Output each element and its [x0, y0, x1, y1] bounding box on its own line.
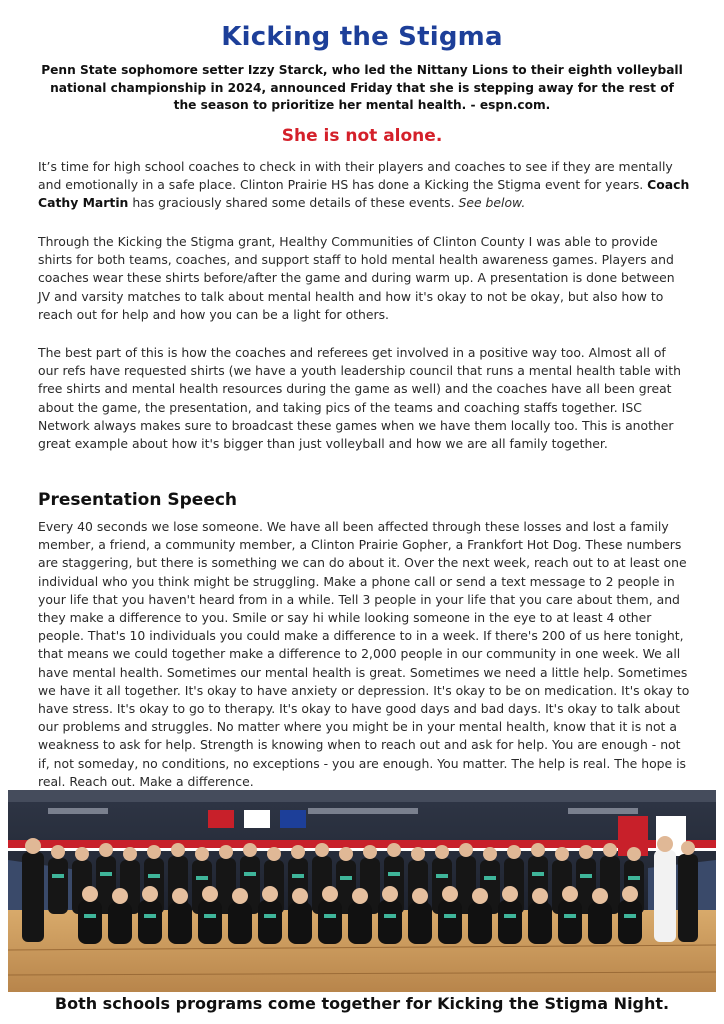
speech-text: Every 40 seconds we lose someone. We have all been affected through these losses and lost a family member, a friend, a community member, a Clinton Prairie Gopher, a Frankfort Hot Dog. These numbers are staggering, but there is something we can do about it. Over the next week, reach out to at least one individual who you think might be struggling. Make a phone call or send a text message to 2 people in your life that you haven't heard from in a while. Tell 3 people in your life that you care about them, and they make a difference to you. Smile or say hi while looking someone in the eye to at least 4 other people. That's 10 individuals you could make a difference to in a week. If there's 200 of us here tonight, that means we could together make a difference to 2,000 people in our community in one week. We all have mental health. Sometimes our mental health is great. Sometimes we need a little help. Sometimes we have it all together. It's okay to have anxiety or depression. It's okay to be on medication. It's okay to have stress. It's okay to go to therapy. It's okay to have good days and bad days. It's okay to talk about our problems and struggles. No matter where you might be in your mental health, know that it is not a weakness to ask for help. Strength is knowing when to reach out and ask for help. You are enough - not if, not someday, no conditions, no exceptions - you are enough. You matter. The help is real. The hope is real. Reach out. Make a difference.: [38, 519, 690, 789]
community-paragraph: The best part of this is how the coaches and referees get involved in a positive way too. Almost all of our refs have requested shirts (we have a youth leadership council that runs a mental health table with free shirts and mental health resources during the game as well) and the coaches have all been great about the game, the presentation, and taking pics of the teams and coaching staffs together. ISC Network always makes sure to broadcast these games when we have them locally too. This is another great example about how it's bigger than just volleyball and how we are all family together.: [38, 345, 681, 452]
team-photo: [8, 790, 716, 992]
team-photo-illustration: [8, 790, 716, 992]
speech-heading: Presentation Speech: [38, 490, 238, 510]
page-title: Kicking the Stigma: [221, 22, 503, 52]
grant-paragraph: Through the Kicking the Stigma grant, Healthy Communities of Clinton County I was able to provide shirts for both teams, coaches, and support staff to hold mental health awareness games. Players and coaches wear these shirts before/after the game and during warm up. A presentation is done between JV and varsity matches to talk about mental health and how it's okay to not be okay, but also how to reach out for help and how you can be a light for others.: [38, 234, 675, 322]
intro-paragraph: [38, 158, 690, 213]
intro-text-start: It’s time for high school coaches to check in with their players and coaches to see if they are mentally and emotionally in a safe place. Clinton Prairie HS has done a Kicking the Stigma event for years.: [38, 159, 673, 193]
see-below-note: See below.: [458, 195, 526, 211]
photo-caption: Both schools programs come together for Kicking the Stigma Night.: [54, 994, 670, 1013]
coach-name: Coach Cathy Martin: [38, 177, 690, 211]
alert-headline: She is not alone.: [281, 126, 443, 146]
intro-text-middle: has graciously shared some details of these events.: [128, 195, 459, 211]
lead-summary: Penn State sophomore setter Izzy Starck, who led the Nittany Lions to their eighth volleyball national championship in 2024, announced Friday that she is stepping away for the rest of the season to prioritize her mental health. - espn.com.: [41, 63, 683, 112]
